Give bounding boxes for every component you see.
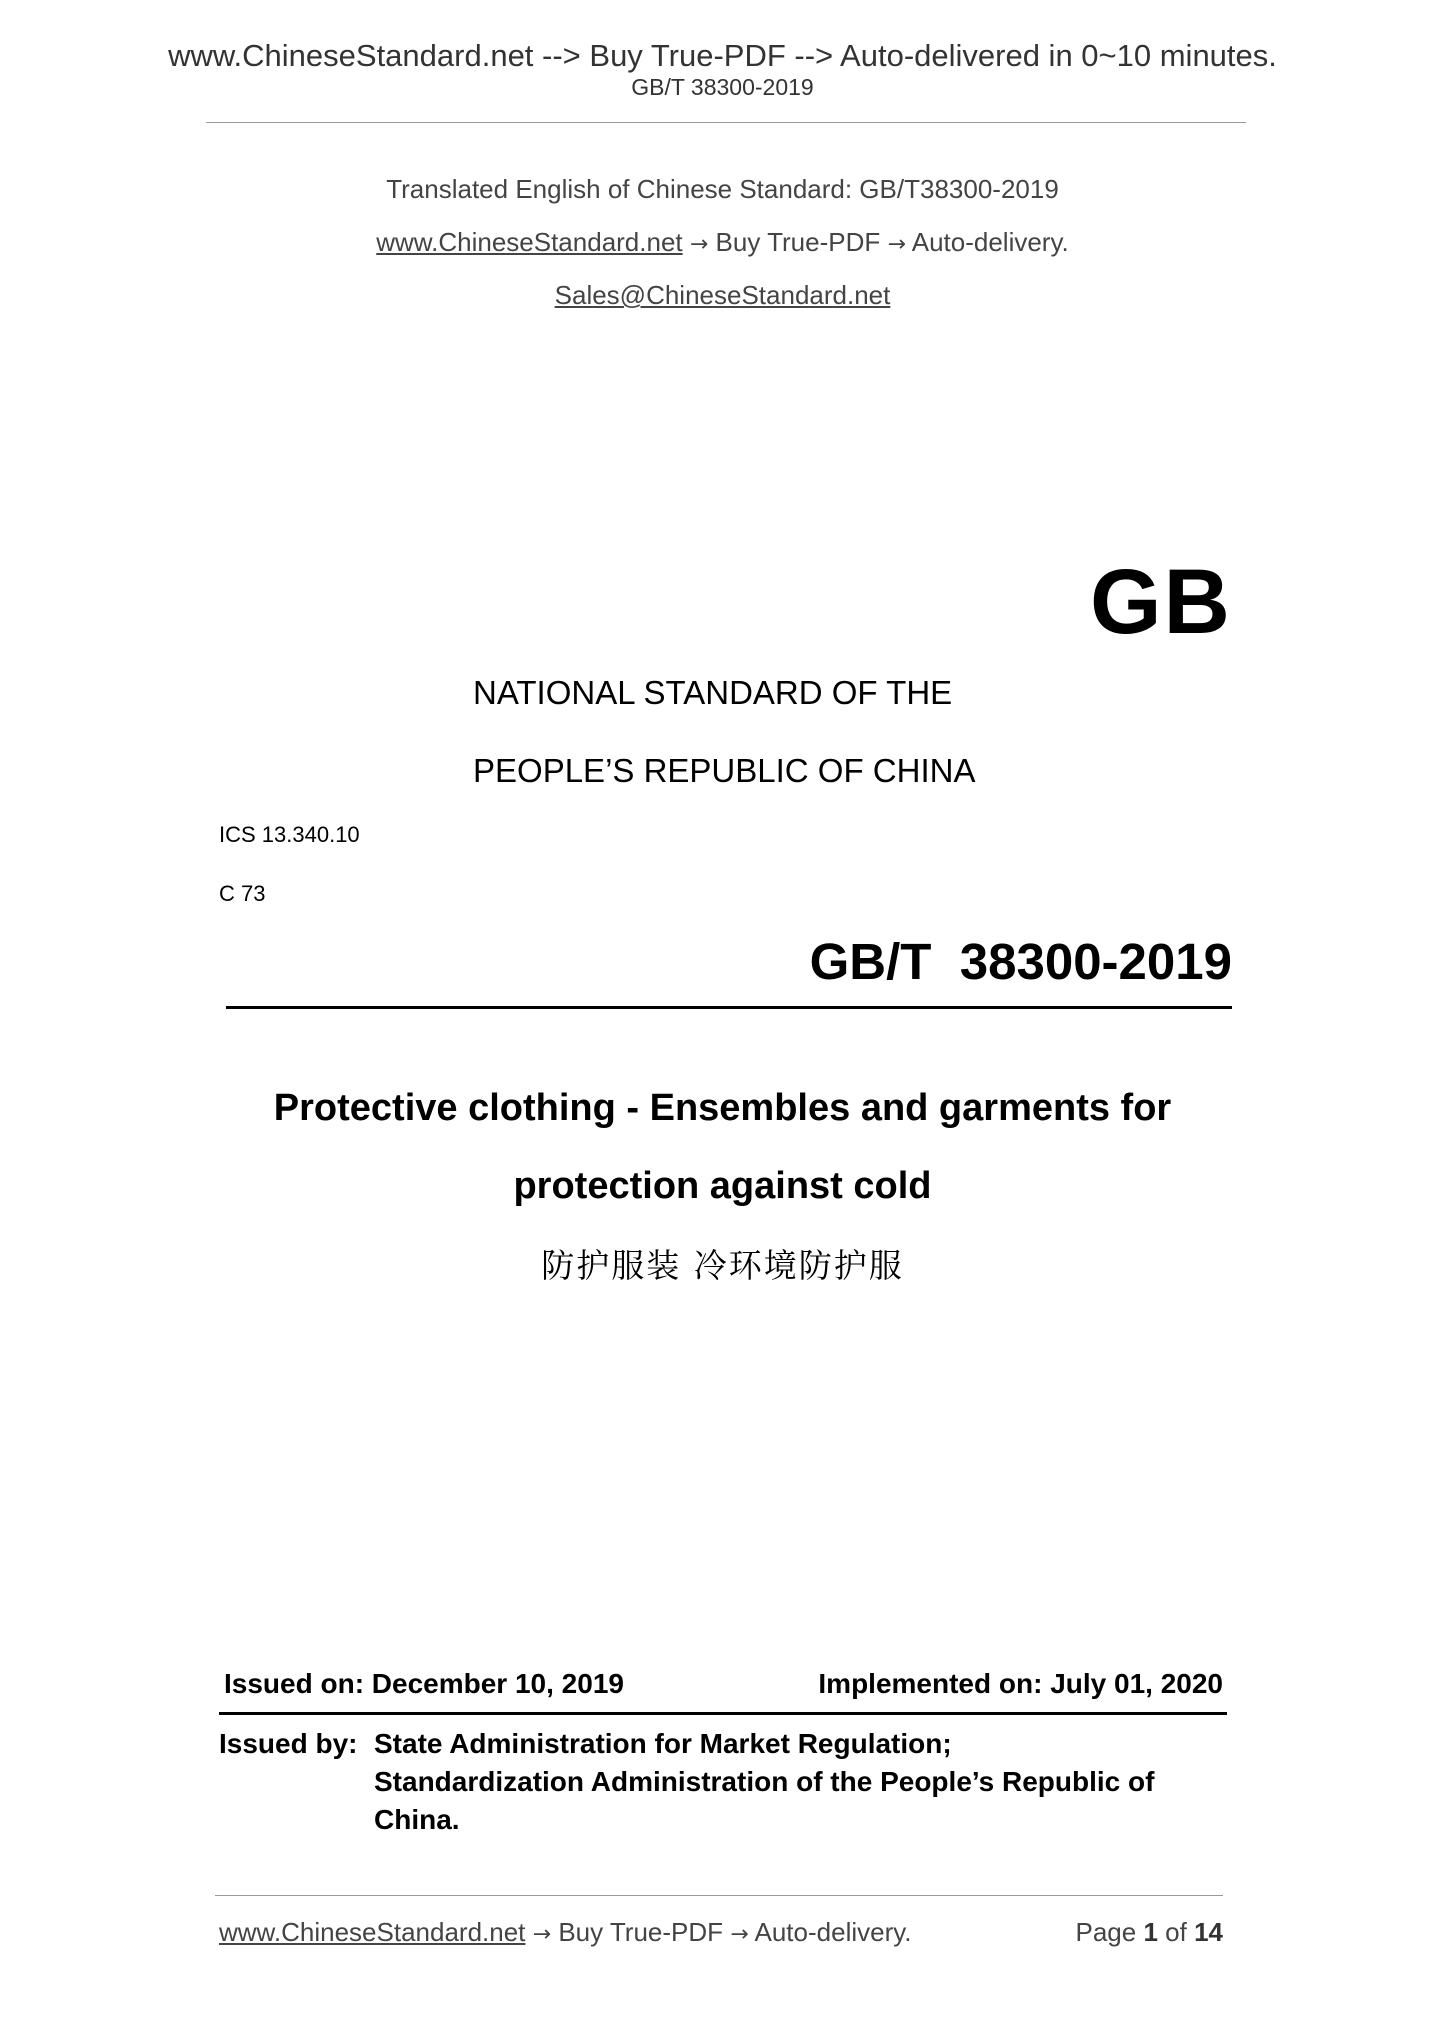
standard-code: GB/T 38300-2019 <box>809 933 1232 990</box>
right-arrow-icon: → <box>730 1922 749 1947</box>
of-label: of <box>1165 1917 1187 1947</box>
delivery-text: Auto-delivery. <box>911 227 1069 257</box>
issued-by-line2: Standardization Administration of the People’s Republic of <box>374 1766 1155 1797</box>
issued-by-line1: State Administration for Market Regulation; <box>374 1728 952 1759</box>
issued-by-label: Issued by: <box>219 1728 358 1759</box>
footer-site-link[interactable]: www.ChineseStandard.net <box>219 1917 526 1947</box>
implemented-on-date: Implemented on: July 01, 2020 <box>818 1668 1223 1699</box>
ics-code: ICS 13.340.10 <box>219 822 360 847</box>
translation-email-row <box>0 280 1445 311</box>
site-link[interactable]: www.ChineseStandard.net <box>376 227 683 257</box>
national-standard-line2: PEOPLE’S REPUBLIC OF CHINA <box>473 752 976 789</box>
header-standard-code: GB/T 38300-2019 <box>631 74 814 100</box>
issue-divider <box>219 1712 1227 1715</box>
standard-divider <box>226 1006 1232 1009</box>
page-current: 1 <box>1143 1917 1158 1947</box>
footer-delivery-text: Auto-delivery. <box>754 1917 912 1947</box>
page-total: 14 <box>1194 1917 1223 1947</box>
page-label: Page <box>1075 1917 1137 1947</box>
sales-email-link[interactable]: Sales@ChineseStandard.net <box>554 280 891 310</box>
page-indicator <box>1075 1917 1223 1948</box>
document-title-chinese: 防护服装 冷环境防护服 <box>541 1246 904 1285</box>
issued-on-date: Issued on: December 10, 2019 <box>224 1668 624 1699</box>
national-standard-line1: NATIONAL STANDARD OF THE <box>473 674 953 711</box>
ccs-code: C 73 <box>219 881 266 906</box>
right-arrow-icon: → <box>887 232 906 257</box>
buy-text: Buy True-PDF <box>715 227 881 257</box>
footer-divider <box>215 1895 1223 1896</box>
top-banner: www.ChineseStandard.net --> Buy True-PDF --> Auto-delivered in 0~10 minutes. <box>168 38 1277 73</box>
right-arrow-icon: → <box>532 1922 552 1947</box>
gb-logo: GB <box>1090 551 1232 653</box>
footer-buy-text: Buy True-PDF <box>558 1917 724 1947</box>
footer-links <box>219 1917 912 1948</box>
header-divider <box>206 122 1246 123</box>
document-title-line1: Protective clothing - Ensembles and garments for <box>273 1087 1172 1129</box>
document-title-line2: protection against cold <box>513 1165 932 1207</box>
right-arrow-icon: → <box>689 232 709 257</box>
translation-links <box>0 227 1445 258</box>
translation-title: Translated English of Chinese Standard: GB/T38300-2019 <box>386 174 1059 204</box>
issued-by-line3: China. <box>374 1804 460 1835</box>
